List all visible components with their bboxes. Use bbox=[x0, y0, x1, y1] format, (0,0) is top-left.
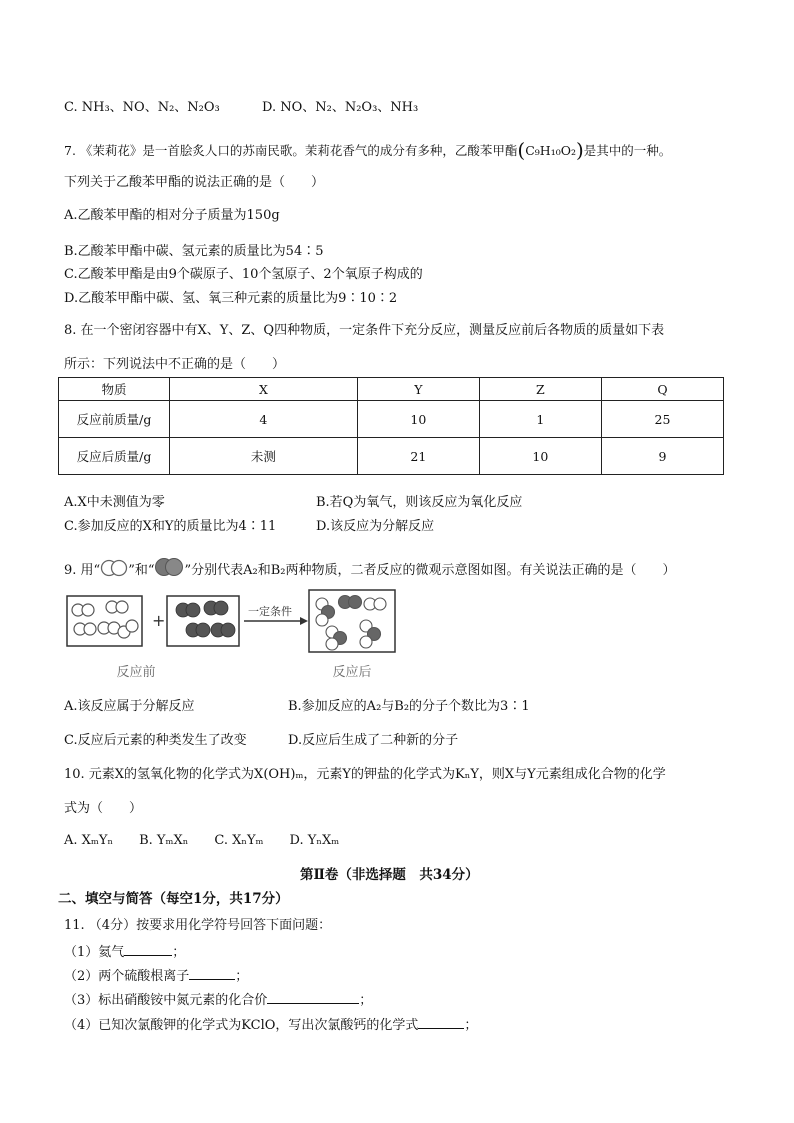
q9-stem-b: ”和“ bbox=[128, 563, 155, 578]
arrow-condition-label: 一定条件 bbox=[248, 605, 292, 618]
q8-stem-line2: 所示：下列说法中不正确的是（ ） bbox=[64, 357, 286, 372]
q8-option-a: A.X中未测值为零 bbox=[64, 495, 165, 510]
q8-option-d: D.该反应为分解反应 bbox=[316, 519, 435, 534]
table-header-cell: Q bbox=[601, 378, 723, 401]
table-header-cell: X bbox=[170, 378, 358, 401]
q11-sub4 bbox=[64, 1016, 477, 1035]
b2-molecule-icon bbox=[154, 557, 184, 577]
part2-title: 第Ⅱ卷（非选择题 共34分） bbox=[300, 867, 479, 883]
q7-stem-b: 是其中的一种。 bbox=[583, 143, 672, 158]
q7-option-a: A.乙酸苯甲酯的相对分子质量为150g bbox=[64, 208, 280, 223]
q7-option-d: D.乙酸苯甲酯中碳、氢、氧三种元素的质量比为9∶10∶2 bbox=[64, 291, 398, 306]
q10-options: A. XₘYₙ B. YₘXₙ C. XₙYₘ D. YₙXₘ bbox=[64, 833, 340, 848]
label-before: 反应前 bbox=[116, 665, 156, 680]
q9-option-a: A.该反应属于分解反应 bbox=[64, 699, 195, 714]
q11-sub4-end: ； bbox=[464, 1018, 478, 1033]
q6-option-c: C. NH₃、NO、N₂、N₂O₃ bbox=[64, 100, 220, 115]
table-cell: 10 bbox=[479, 438, 601, 475]
table-cell: 10 bbox=[357, 401, 479, 438]
q8-option-c: C.参加反应的X和Y的质量比为4∶11 bbox=[64, 519, 277, 534]
q11-sub1-label: （1）氦气 bbox=[64, 945, 125, 960]
q7-option-b: B.乙酸苯甲酯中碳、氢元素的质量比为54∶5 bbox=[64, 244, 324, 259]
q11-sub1 bbox=[64, 943, 185, 962]
q7-stem-line2: 下列关于乙酸苯甲酯的说法正确的是（ ） bbox=[64, 175, 325, 190]
q11-sub3-end: ； bbox=[359, 993, 373, 1008]
table-cell: 4 bbox=[170, 401, 358, 438]
table-header-row bbox=[59, 378, 724, 401]
table-cell: 反应前质量/g bbox=[59, 401, 170, 438]
q9-stem-a: 9. 用“ bbox=[64, 563, 101, 578]
q9-stem bbox=[64, 557, 676, 580]
answer-blank[interactable] bbox=[418, 1016, 464, 1029]
q10-stem-line2: 式为（ ） bbox=[64, 801, 143, 816]
label-after: 反应后 bbox=[332, 665, 372, 680]
answer-blank[interactable] bbox=[189, 967, 235, 980]
q8-option-b: B.若Q为氧气，则该反应为氧化反应 bbox=[316, 495, 523, 510]
table-cell: 21 bbox=[357, 438, 479, 475]
table-cell: 25 bbox=[601, 401, 723, 438]
reaction-micro-diagram bbox=[66, 588, 396, 684]
table-cell: 反应后质量/g bbox=[59, 438, 170, 475]
q6-option-d: D. NO、N₂、N₂O₃、NH₃ bbox=[262, 100, 419, 115]
q9-option-c: C.反应后元素的种类发生了改变 bbox=[64, 733, 247, 748]
q9-option-b: B.参加反应的A₂与B₂的分子个数比为3∶1 bbox=[288, 699, 530, 714]
answer-blank[interactable] bbox=[267, 991, 359, 1004]
answer-blank[interactable] bbox=[124, 943, 172, 956]
q11-sub2 bbox=[64, 967, 248, 986]
q11-sub2-label: （2）两个硫酸根离子 bbox=[64, 969, 190, 984]
a2-molecule-icon bbox=[100, 559, 128, 577]
q9-option-d: D.反应后生成了二种新的分子 bbox=[288, 733, 459, 748]
q11-sub2-end: ； bbox=[235, 969, 249, 984]
q8-stem-line1: 8. 在一个密闭容器中有X、Y、Z、Q四种物质，一定条件下充分反应，测量反应前后各物质的质量如下表 bbox=[64, 323, 665, 338]
q11-sub3-label: （3）标出硝酸铵中氮元素的化合价 bbox=[64, 993, 268, 1008]
table-header-cell: 物质 bbox=[59, 378, 170, 401]
q8-data-table bbox=[58, 377, 724, 475]
q9-stem-c: ”分别代表A₂和B₂两种物质，二者反应的微观示意图如图。有关说法正确的是（ ） bbox=[184, 563, 676, 578]
table-header-cell: Z bbox=[479, 378, 601, 401]
q11-sub1-end: ； bbox=[172, 945, 186, 960]
svg-text:+: + bbox=[152, 611, 166, 630]
section-heading: 二、填空与简答（每空1分，共17分） bbox=[58, 891, 289, 907]
q7-stem bbox=[64, 138, 672, 162]
q11-sub4-label: （4）已知次氯酸钾的化学式为KClO，写出次氯酸钙的化学式 bbox=[64, 1018, 419, 1033]
q11-stem: 11. （4分）按要求用化学符号回答下面问题： bbox=[64, 918, 332, 933]
q7-formula-paren-close: ) bbox=[575, 138, 584, 162]
q7-stem-a: 7. 《茉莉花》是一首脍炙人口的苏南民歌。茉莉花香气的成分有多种，乙酸苯甲酯 bbox=[64, 143, 518, 158]
q11-sub3 bbox=[64, 991, 372, 1010]
table-row bbox=[59, 401, 724, 438]
table-header-cell: Y bbox=[357, 378, 479, 401]
q7-formula-paren: ( bbox=[517, 138, 526, 162]
table-cell: 9 bbox=[601, 438, 723, 475]
table-cell: 1 bbox=[479, 401, 601, 438]
q7-option-c: C.乙酸苯甲酯是由9个碳原子、10个氢原子、2个氧原子构成的 bbox=[64, 267, 423, 282]
table-row bbox=[59, 438, 724, 475]
q7-formula: C₉H₁₀O₂ bbox=[525, 143, 576, 158]
q10-stem-line1: 10. 元素X的氢氧化物的化学式为X(OH)ₘ，元素Y的钾盐的化学式为KₙY，则X与Y元素组成化合物的化学 bbox=[64, 767, 666, 782]
table-cell: 未测 bbox=[170, 438, 358, 475]
